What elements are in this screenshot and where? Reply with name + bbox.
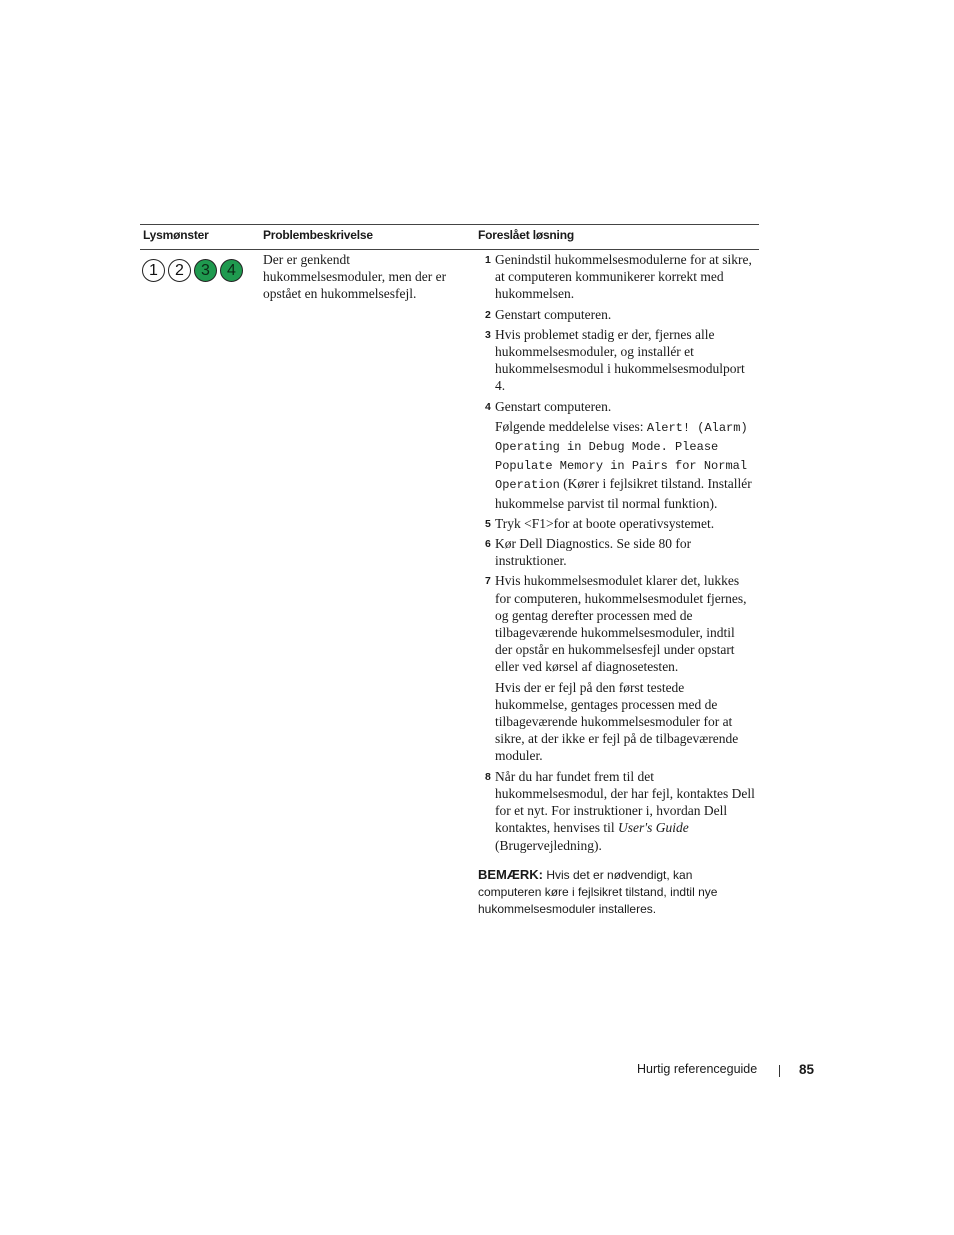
step-number: 6 (485, 538, 491, 551)
solution-step (485, 326, 755, 395)
step-text: Når du har fundet frem til det hukommelsesmodul, der har fejl, kontaktes Dell for et nyt. For instruktioner i, hvordan Dell kontaktes, henvises til (495, 768, 755, 836)
step-text: Hvis problemet stadig er der, fjernes alle hukommelsesmoduler, og installér et hukommelsesmodul i hukommelsesmodulport 4. (495, 326, 745, 394)
note-label: BEMÆRK: (478, 867, 543, 882)
header-problem-description: Problembeskrivelse (263, 228, 373, 242)
step-text: Genindstil hukommelsesmodulerne for at sikre, at computeren kommunikerer korrekt med hukommelsen. (495, 252, 752, 302)
step-number: 7 (485, 575, 491, 588)
step-text: Hvis hukommelsesmodulet klarer det, lukkes for computeren, hukommelsesmodulet fjernes, og gentag derefter processen med de tilbageværende hukommelsesmoduler, indtil der opstår en hukommelsesfejl under opstart eller ved kørsel af diagnosetesten. (495, 573, 747, 675)
solution-steps (485, 251, 755, 857)
step-number: 3 (485, 328, 491, 341)
step-number: 5 (485, 517, 491, 530)
solution-step (485, 572, 755, 675)
step-text: Genstart computeren. (495, 398, 612, 414)
debug-message-code: Alert! (Alarm) Operating in Debug Mode. Please Populate Memory in Pairs for Normal Operation (495, 420, 748, 493)
solution-step (485, 768, 755, 854)
guide-title: User's Guide (617, 820, 689, 836)
footer-divider (779, 1065, 780, 1077)
diagnostic-light-4: 4 (220, 259, 243, 282)
solution-step (485, 251, 755, 303)
solution-step (485, 535, 755, 569)
message-intro: Følgende meddelelse vises: (495, 418, 647, 434)
step7-followup: Hvis der er fejl på den først testede hukommelse, gentages processen med de tilbageværende hukommelsesmoduler for at sikre, at der ikke er fejl på de tilbageværende moduler. (495, 679, 739, 764)
step-number: 1 (485, 254, 491, 266)
message-translation: (Kører i fejlsikret tilstand. Installér hukommelse parvist til normal funktion). (495, 476, 752, 511)
guide-suffix: (Brugervejledning). (495, 837, 602, 853)
diagnostic-light-3: 3 (194, 259, 217, 282)
problem-description: Der er genkendt hukommelsesmoduler, men der er opstået en hukommelsesfejl. (263, 252, 447, 302)
page-number: 85 (799, 1062, 815, 1077)
step-number: 2 (485, 308, 491, 321)
step-number: 8 (485, 770, 491, 783)
diagnostic-lights (142, 259, 243, 282)
step-text: Tryk <F1>for at boote operativsystemet. (495, 515, 715, 531)
solution-step (485, 398, 755, 415)
header-light-pattern: Lysmønster (143, 228, 209, 242)
table-header-rule (140, 249, 759, 250)
header-suggested-solution: Foreslået løsning (478, 228, 574, 242)
diagnostic-light-1: 1 (142, 259, 165, 282)
solution-step (485, 306, 755, 323)
debug-message-paragraph (485, 418, 755, 512)
diagnostic-light-2: 2 (168, 259, 191, 282)
note-text: Hvis det er nødvendigt, kan computeren køre i fejlsikret tilstand, indtil nye hukommelsesmoduler installeres. (478, 868, 718, 917)
table-top-rule (140, 224, 759, 225)
step-number: 4 (485, 400, 491, 413)
solution-step (485, 515, 755, 532)
step-text: Kør Dell Diagnostics. Se side 80 for instruktioner. (495, 536, 692, 569)
footer-section-title: Hurtig referenceguide (637, 1062, 758, 1076)
note-block (478, 866, 748, 919)
step-text: Genstart computeren. (495, 306, 612, 322)
